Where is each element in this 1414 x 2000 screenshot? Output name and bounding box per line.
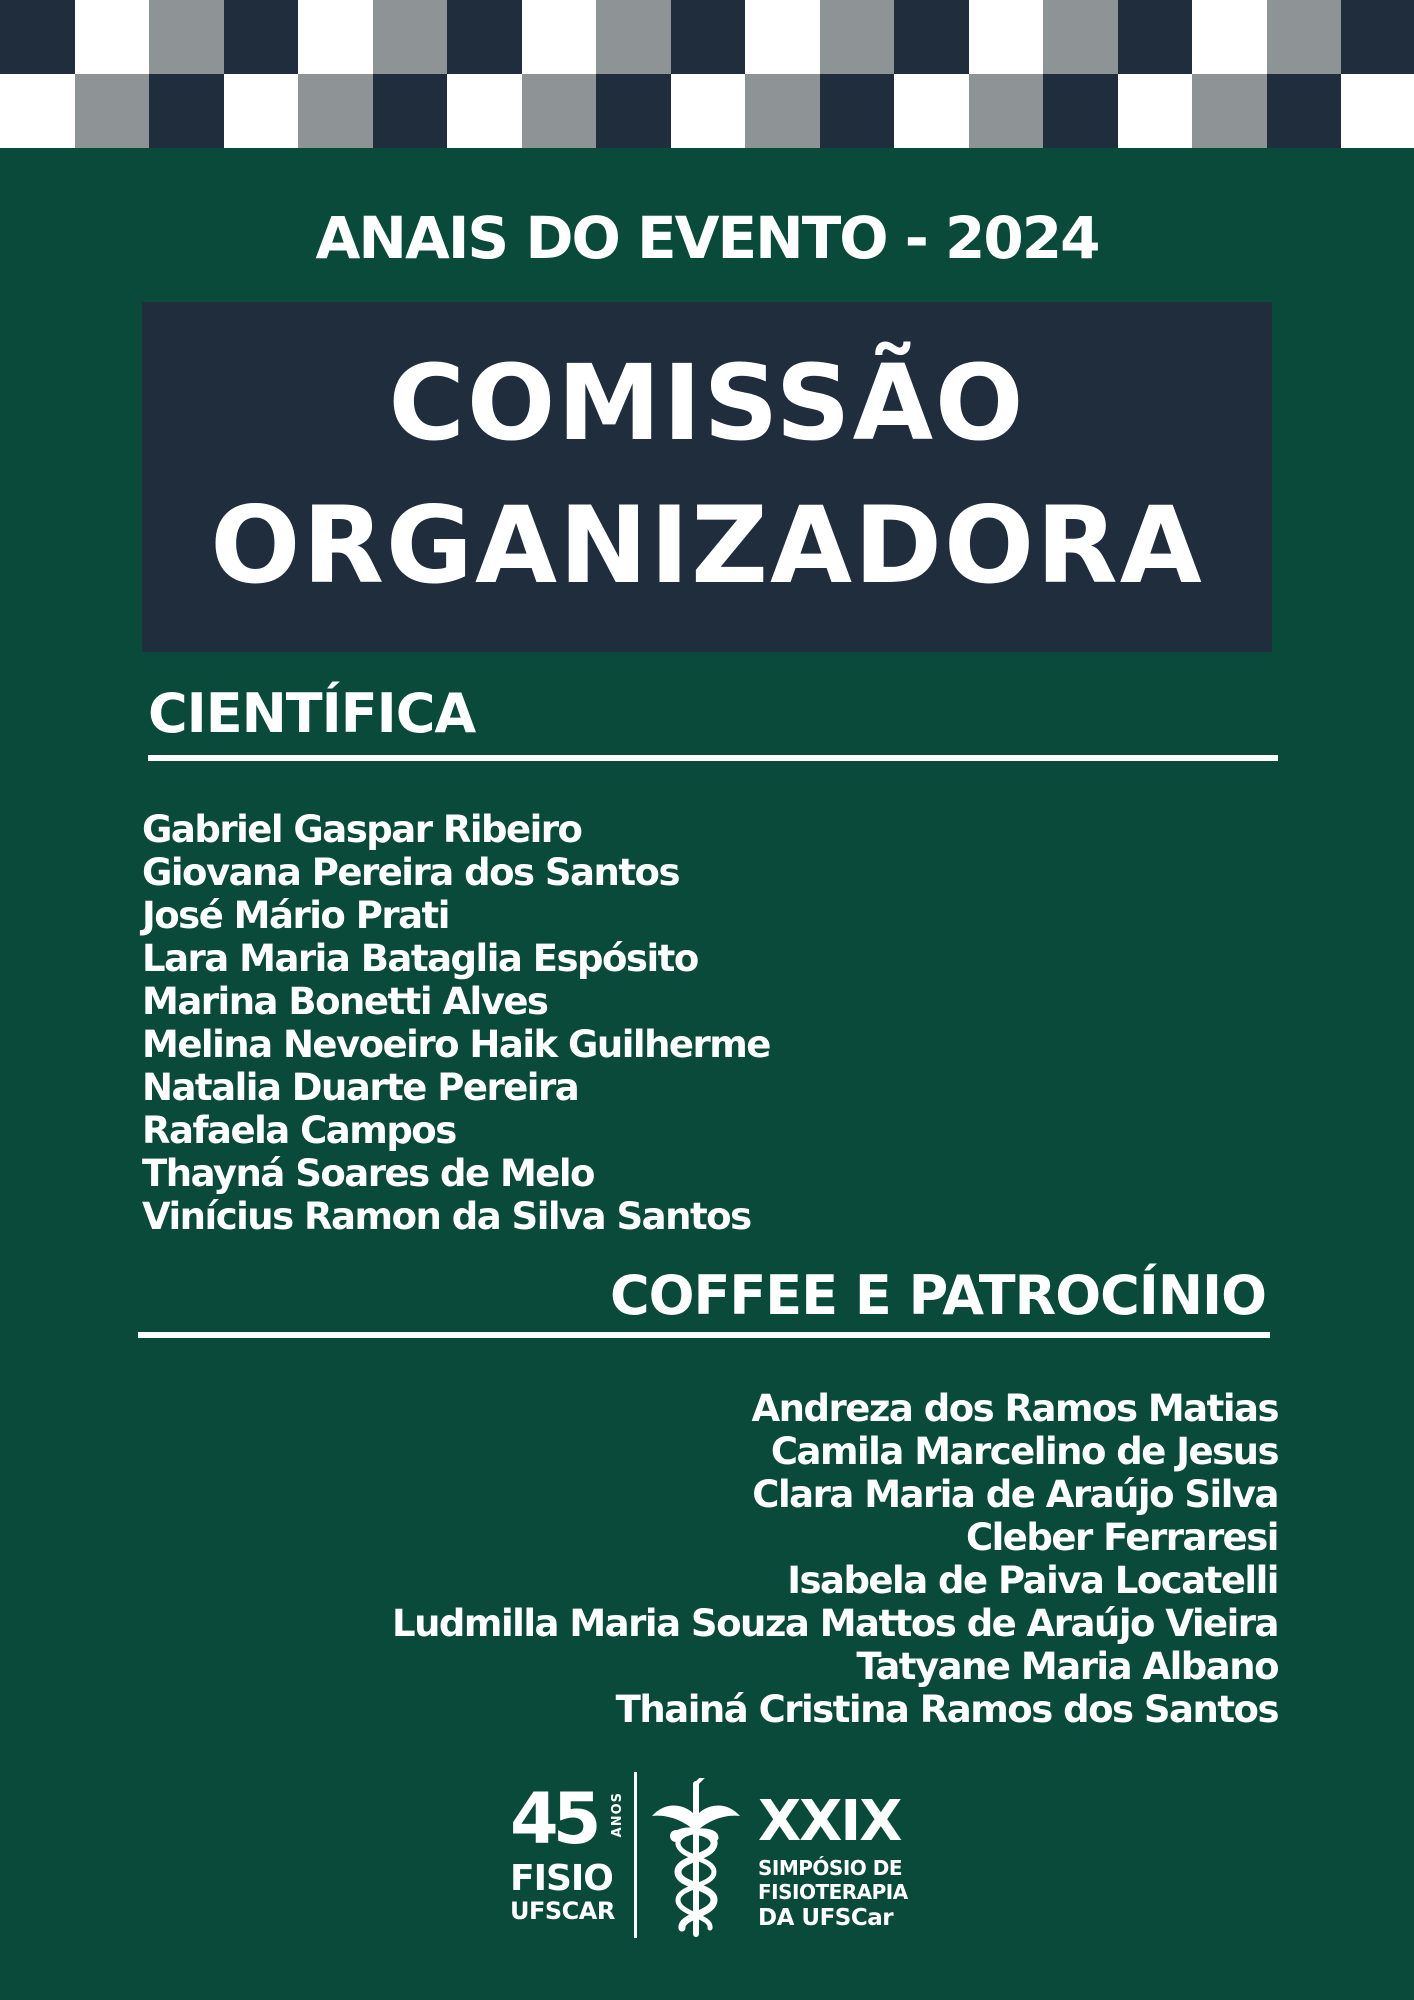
list-item: Melina Nevoeiro Haik Guilherme [142, 1023, 770, 1066]
checker-cell [1192, 74, 1267, 148]
logo-line-1: SIMPÓSIO DE [758, 1856, 902, 1880]
list-item: Thainá Cristina Ramos dos Santos [615, 1688, 1278, 1731]
section-heading-cientifica: CIENTÍFICA [148, 682, 476, 745]
checker-cell [373, 74, 448, 148]
section-divider [138, 1332, 1270, 1338]
list-item: Giovana Pereira dos Santos [142, 851, 679, 894]
section-heading-coffee: COFFEE E PATROCÍNIO [610, 1264, 1267, 1327]
section-divider [148, 755, 1278, 761]
checkered-banner [0, 0, 1414, 148]
checker-cell [1118, 74, 1193, 148]
checker-cell [0, 74, 75, 148]
checker-cell [1192, 0, 1267, 74]
checker-cell [1267, 74, 1342, 148]
checker-cell [1043, 0, 1118, 74]
checker-cell [894, 0, 969, 74]
logo-number: 45 [510, 1778, 596, 1860]
event-title: ANAIS DO EVENTO - 2024 [315, 204, 1099, 272]
checker-cell [671, 0, 746, 74]
checker-cell [75, 74, 150, 148]
checker-cell [224, 0, 299, 74]
checker-cell [671, 74, 746, 148]
checker-cell [1043, 74, 1118, 148]
logo-fisio: FISIO [510, 1858, 613, 1899]
list-item: Camila Marcelino de Jesus [770, 1430, 1278, 1473]
checker-cell [1267, 0, 1342, 74]
logo-divider [634, 1772, 637, 1938]
checker-cell [447, 74, 522, 148]
checker-cell [1118, 0, 1193, 74]
checker-cell [820, 74, 895, 148]
caduceus-icon [646, 1778, 746, 1938]
checker-cell [894, 74, 969, 148]
checker-cell [0, 0, 75, 74]
checker-cell [596, 74, 671, 148]
checker-cell [149, 0, 224, 74]
list-item: Cleber Ferraresi [965, 1516, 1278, 1559]
list-item: Ludmilla Maria Souza Mattos de Araújo Vieira [392, 1602, 1278, 1645]
checker-cell [745, 0, 820, 74]
logo-ufscar: UFSCAR [510, 1897, 615, 1925]
checker-cell [745, 74, 820, 148]
title-line-2: ORGANIZADORA [210, 484, 1204, 607]
list-item: Marina Bonetti Alves [142, 980, 548, 1023]
title-box [142, 302, 1272, 652]
checker-cell [596, 0, 671, 74]
logo-xxix: XXIX [758, 1789, 901, 1854]
checker-cell [522, 74, 597, 148]
list-item: Thayná Soares de Melo [142, 1152, 594, 1195]
checker-cell [1341, 74, 1414, 148]
list-item: Clara Maria de Araújo Silva [752, 1473, 1278, 1516]
logo-line-2: FISIOTERAPIA [758, 1880, 908, 1904]
checker-cell [149, 74, 224, 148]
list-item: Gabriel Gaspar Ribeiro [142, 808, 582, 851]
list-item: Andreza dos Ramos Matias [751, 1387, 1278, 1430]
fisio-45-anos-logo [510, 1778, 625, 1934]
footer-logos [500, 1772, 920, 1942]
list-item: José Mário Prati [142, 894, 449, 937]
checker-cell [75, 0, 150, 74]
checker-cell [969, 74, 1044, 148]
list-item: Isabela de Paiva Locatelli [787, 1559, 1278, 1602]
checker-cell [373, 0, 448, 74]
list-item: Vinícius Ramon da Silva Santos [142, 1195, 751, 1238]
checker-cell [1341, 0, 1414, 74]
member-list-coffee [392, 1387, 1278, 1731]
title-line-1: COMISSÃO [388, 342, 1026, 464]
checker-cell [298, 74, 373, 148]
checker-cell [522, 0, 597, 74]
list-item: Rafaela Campos [142, 1109, 456, 1152]
logo-line-3: DA UFSCar [758, 1905, 894, 1931]
checker-cell [224, 74, 299, 148]
list-item: Tatyane Maria Albano [856, 1645, 1278, 1688]
checker-cell [820, 0, 895, 74]
list-item: Lara Maria Bataglia Espósito [142, 937, 698, 980]
checker-cell [447, 0, 522, 74]
checker-cell [298, 0, 373, 74]
member-list-cientifica [142, 808, 770, 1238]
list-item: Natalia Duarte Pereira [142, 1066, 579, 1109]
checker-cell [969, 0, 1044, 74]
logo-anos: ANOS [610, 1792, 625, 1838]
